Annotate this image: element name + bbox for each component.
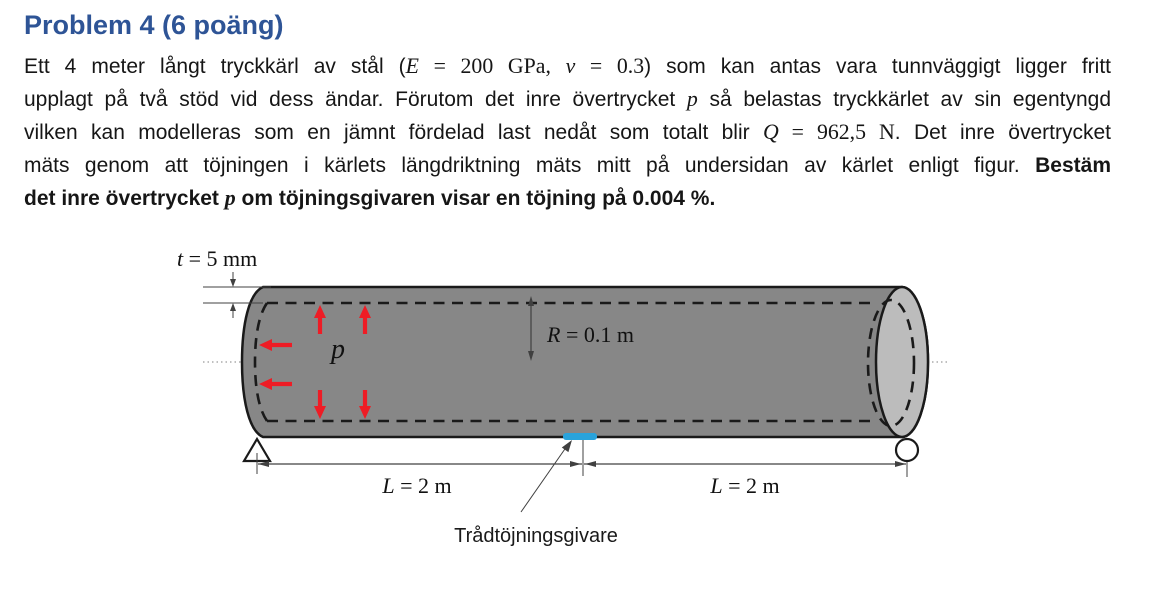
pressure-vessel-diagram (0, 230, 1166, 575)
problem-text-segment-i: Q (762, 120, 779, 144)
strain-gauge-leader-line (521, 446, 567, 512)
roller-support-circle (896, 439, 918, 461)
span-label-left: L = 2 m (382, 473, 452, 498)
dim-arrow-left-icon (585, 461, 596, 467)
span-dimension (257, 440, 906, 476)
problem-text-line (24, 182, 1111, 215)
problem-text-segment-i: E (405, 54, 419, 78)
problem-text-segment: . Det inre övertrycket (894, 121, 1112, 144)
problem-text-segment-i: p (686, 87, 698, 111)
strain-gauge (563, 433, 597, 440)
strain-gauge-label: Trådtöjningsgivare (454, 525, 618, 547)
problem-text-segment-r: = 200 GPa, (418, 54, 566, 78)
problem-text-segment-bi: p (224, 186, 236, 210)
problem-text-segment: ) som kan antas vara tunnväggigt ligger fritt (644, 55, 1112, 78)
pressure-label: p (331, 334, 345, 365)
problem-text-segment: så belastas tryckkärlet av sin egentyngd (697, 88, 1111, 111)
problem-text-segment-r: = 962,5 N (778, 120, 895, 144)
thickness-arrow-down-icon (230, 279, 236, 287)
problem-text-segment-i: ν (565, 54, 576, 78)
problem-text-line (24, 116, 1111, 149)
dim-arrow-right-icon (895, 461, 906, 467)
span-label-right: L = 2 m (710, 473, 780, 498)
problem-text-line (24, 149, 1111, 182)
problem-text-segment: upplagt på två stöd vid dess ändar. Förutom det inre övertrycket (24, 88, 687, 111)
problem-text-segment-b: om töjningsgivaren visar en töjning på 0.004 %. (235, 187, 716, 210)
strain-gauge-leader-arrow-icon (562, 440, 572, 452)
radius-label: R = 0.1 m (547, 322, 634, 347)
problem-text (24, 50, 1111, 215)
problem-text-line (24, 50, 1111, 83)
problem-text-segment-b: det inre övertrycket (24, 187, 225, 210)
problem-text-segment: Ett 4 meter långt tryckkärl av stål ( (24, 55, 406, 78)
problem-text-line (24, 83, 1111, 116)
problem-text-segment: mäts genom att töjningen i kärlets längdriktning mäts mitt på undersidan av kärlet enligt figur. (24, 154, 1036, 177)
thickness-arrow-up-icon (230, 303, 236, 311)
dim-arrow-right-icon (570, 461, 581, 467)
problem-text-segment: vilken kan modelleras som en jämnt fördelad last nedåt som totalt blir (24, 121, 763, 144)
thickness-label: t = 5 mm (177, 246, 258, 271)
problem-text-segment-b: Bestäm (1035, 154, 1111, 177)
problem-text-segment-r: = 0.3 (575, 54, 645, 78)
pressure-vessel-figure (0, 230, 1166, 575)
page-title: Problem 4 (6 poäng) (24, 10, 284, 40)
